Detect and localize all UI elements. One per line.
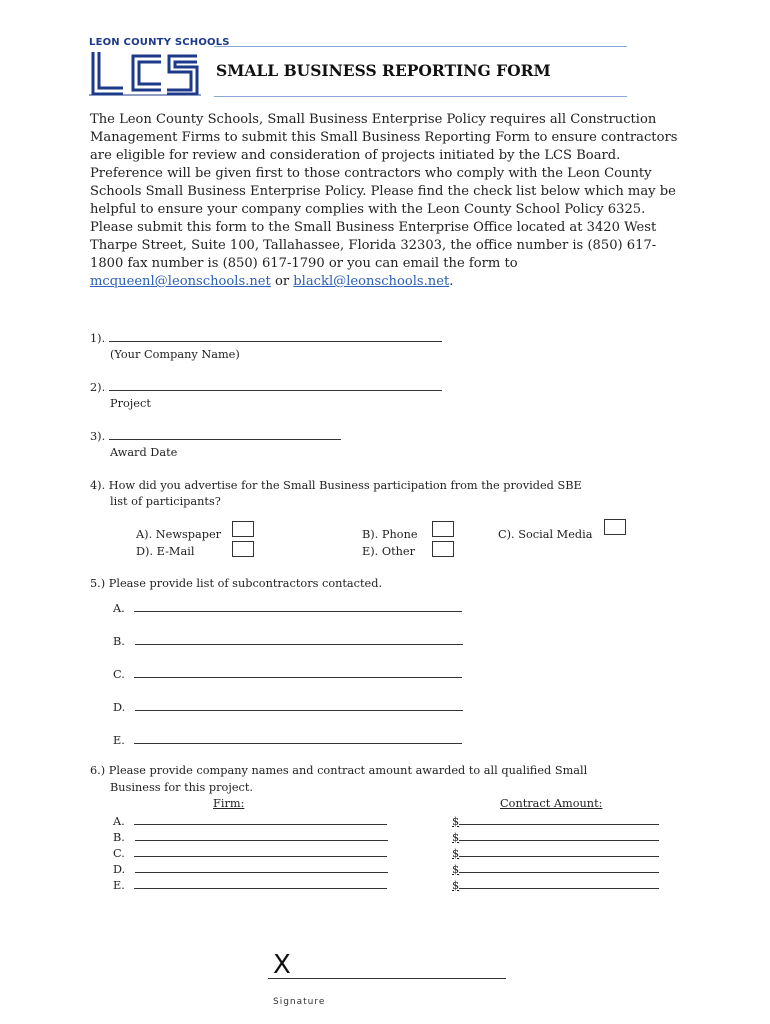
intro-or: or <box>274 274 290 289</box>
email-link-mcqueenl[interactable]: mcqueenl@leonschools.net <box>90 274 271 289</box>
subcontractor-field-a[interactable] <box>134 601 462 612</box>
q4-line2: list of participants? <box>110 495 221 508</box>
subcontractor-row-b <box>113 634 463 648</box>
q2-row <box>90 380 442 394</box>
subcontractor-row-e <box>113 733 462 747</box>
q1-row <box>90 331 442 345</box>
amount-row-d <box>452 862 659 876</box>
option-other-label: E). Other <box>362 545 415 558</box>
amount-row-b <box>452 830 659 844</box>
option-email-label: D). E-Mail <box>136 545 195 558</box>
logo-org-name: LEON COUNTY SCHOOLS <box>89 37 230 48</box>
checkbox-other[interactable] <box>432 541 454 557</box>
amount-field-e[interactable] <box>459 878 659 889</box>
header-rule-bottom <box>214 96 627 97</box>
award-letter: C. <box>113 847 125 860</box>
lcs-letters-graphic <box>89 50 201 97</box>
subcontractor-row-c <box>113 667 462 681</box>
amount-field-c[interactable] <box>459 846 659 857</box>
award-date-field[interactable] <box>109 429 341 440</box>
subcontractor-field-d[interactable] <box>135 700 463 711</box>
amount-row-c <box>452 846 659 860</box>
q3-label: Award Date <box>110 446 178 459</box>
dollar-sign: $ <box>452 879 460 892</box>
option-newspaper-label: A). Newspaper <box>136 528 222 541</box>
firm-column-header: Firm: <box>213 797 245 810</box>
subcontractor-letter: E. <box>113 734 125 747</box>
q2-label: Project <box>110 397 151 410</box>
q4-line1: 4). How did you advertise for the Small Business participation from the provided SBE <box>90 479 582 492</box>
subcontractor-letter: D. <box>113 701 126 714</box>
subcontractor-field-e[interactable] <box>134 733 462 744</box>
signature-line[interactable] <box>268 978 506 979</box>
signature-x-mark: X <box>273 950 291 980</box>
signature-label: Signature <box>273 997 326 1007</box>
q2-number: 2). <box>90 381 106 394</box>
company-name-field[interactable] <box>109 331 442 342</box>
checkbox-social-media[interactable] <box>604 519 626 535</box>
q1-label: (Your Company Name) <box>110 348 240 361</box>
header-rule-top <box>214 46 627 47</box>
subcontractor-field-b[interactable] <box>135 634 463 645</box>
award-row-c <box>113 846 387 860</box>
amount-field-b[interactable] <box>459 830 659 841</box>
firm-field-c[interactable] <box>134 846 387 857</box>
q6-line2: Business for this project. <box>110 781 254 794</box>
award-letter: D. <box>113 863 126 876</box>
email-link-blackl[interactable]: blackl@leonschools.net <box>293 274 450 289</box>
subcontractor-letter: B. <box>113 635 125 648</box>
q6-line1: 6.) Please provide company names and contract amount awarded to all qualified Small <box>90 764 588 777</box>
q5-text: 5.) Please provide list of subcontractors contacted. <box>90 577 383 590</box>
subcontractor-letter: C. <box>113 668 125 681</box>
checkbox-email[interactable] <box>232 541 254 557</box>
option-social-media-label: C). Social Media <box>498 528 593 541</box>
amount-row-e <box>452 878 659 892</box>
award-row-d <box>113 862 388 876</box>
award-letter: A. <box>113 815 125 828</box>
firm-field-b[interactable] <box>135 830 388 841</box>
firm-field-a[interactable] <box>134 814 387 825</box>
amount-field-a[interactable] <box>459 814 659 825</box>
dollar-sign: $ <box>452 815 460 828</box>
checkbox-phone[interactable] <box>432 521 454 537</box>
intro-text: The Leon County Schools, Small Business Enterprise Policy requires all Construction Management Firms to submit this Small Business Reporting Form to ensure contractors are eligible for review and consideration of projects initiated by the LCS Board. Preference will be given first to those contractors who comply with the Leon County Schools Small Business Enterprise Policy. Please find the check list below which may be helpful to ensure your company complies with the Leon County School Policy 6325. Please submit this form to the Small Business Enterprise Office located at 3420 West Tharpe Street, Suite 100, Tallahassee, Florida 32303, the office number is (850) 617-1800 fax number is (850) 617-1790 or you can email the form to <box>90 112 678 271</box>
dollar-sign: $ <box>452 863 460 876</box>
subcontractor-letter: A. <box>113 602 125 615</box>
award-row-a <box>113 814 387 828</box>
award-row-e <box>113 878 387 892</box>
option-phone-label: B). Phone <box>362 528 418 541</box>
amount-row-a <box>452 814 659 828</box>
subcontractor-row-a <box>113 601 462 615</box>
q1-number: 1). <box>90 332 106 345</box>
lcs-logo <box>89 37 230 97</box>
firm-field-d[interactable] <box>135 862 388 873</box>
checkbox-newspaper[interactable] <box>232 521 254 537</box>
intro-period: . <box>449 274 454 289</box>
award-letter: E. <box>113 879 125 892</box>
dollar-sign: $ <box>452 831 460 844</box>
amount-field-d[interactable] <box>459 862 659 873</box>
q3-number: 3). <box>90 430 106 443</box>
intro-paragraph <box>90 111 688 291</box>
award-letter: B. <box>113 831 125 844</box>
firm-field-e[interactable] <box>134 878 387 889</box>
subcontractor-field-c[interactable] <box>134 667 462 678</box>
contract-amount-column-header: Contract Amount: <box>500 797 603 810</box>
q3-row <box>90 429 341 443</box>
award-row-b <box>113 830 388 844</box>
form-title: SMALL BUSINESS REPORTING FORM <box>216 61 551 80</box>
dollar-sign: $ <box>452 847 460 860</box>
project-field[interactable] <box>109 380 442 391</box>
subcontractor-row-d <box>113 700 463 714</box>
